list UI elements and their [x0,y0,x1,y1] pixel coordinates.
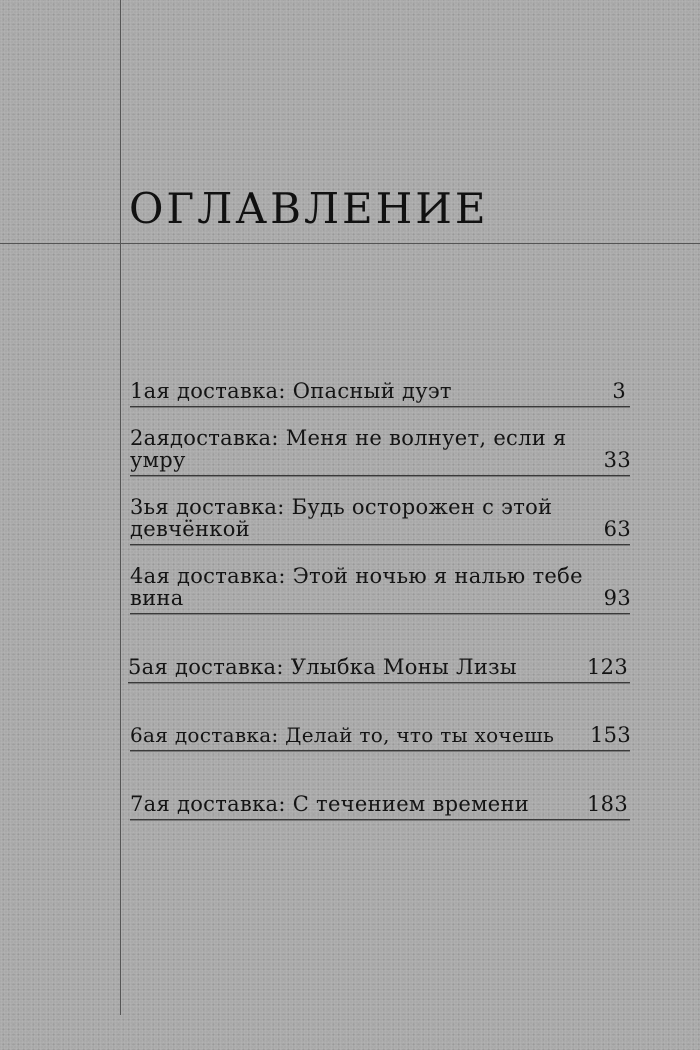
toc-entry-underline [130,613,630,615]
toc-entry-3 [130,490,630,546]
toc-entry-underline [130,475,630,477]
toc-entry-text: 5ая доставка: Улыбка Моны Лизы [128,655,517,679]
toc-entry-page: 183 [587,792,628,816]
toc-entry-text: 4ая доставка: Этой ночью я налью тебе вина [130,564,583,610]
toc-title: ОГЛАВЛЕНИЕ [129,184,489,233]
toc-entry-underline [130,750,630,752]
toc-entry-page: 93 [603,586,631,610]
toc-entry-text: 6ая доставка: Делай то, что ты хочешь [130,723,555,747]
toc-entry-text: 7ая доставка: С течением времени [130,792,530,816]
toc-entry-page: 63 [603,517,631,541]
toc-entry-underline [128,682,630,684]
toc-entry-underline [130,544,630,546]
toc-entry-page: 153 [590,723,631,747]
toc-entry-page: 123 [587,655,628,679]
toc-entry-4 [130,558,630,615]
toc-entry-6 [130,708,630,752]
vertical-guide-line [120,0,121,1015]
toc-entry-1 [130,360,630,408]
toc-entry-underline [130,819,630,821]
toc-entry-underline [130,406,630,408]
toc-entry-2 [130,420,630,477]
toc-entry-page: 33 [603,448,631,472]
toc-entry-5 [128,640,630,684]
horizontal-guide-line [0,243,700,244]
toc-entry-text: 1ая доставка: Опасный дуэт [130,379,452,403]
toc-entry-page: 3 [612,379,626,403]
toc-entry-7 [130,777,630,821]
toc-entry-text: 2аядоставка: Меня не волнует, если я умру [130,426,567,472]
toc-entry-text: 3ья доставка: Будь осторожен с этой девчёнкой [130,495,553,541]
